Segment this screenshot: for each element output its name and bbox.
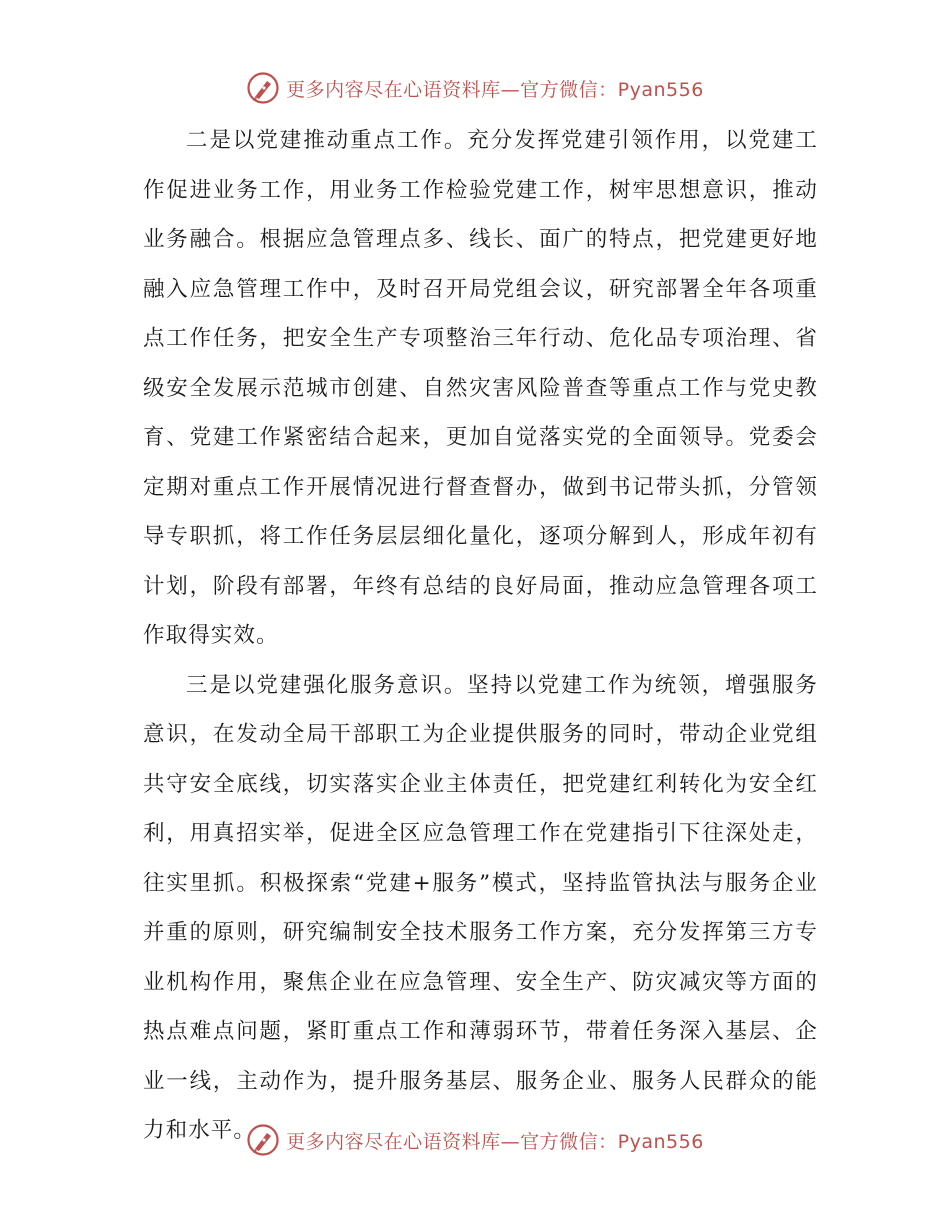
watermark-group [246, 1123, 704, 1157]
watermark-text: 更多内容尽在心语资料库—官方微信：Pyan556 [286, 78, 704, 101]
document-body [143, 116, 818, 1156]
pen-nib-logo-icon [246, 71, 280, 105]
watermark-text: 更多内容尽在心语资料库—官方微信：Pyan556 [286, 1130, 704, 1153]
paragraph-1: 二是以党建推动重点工作。充分发挥党建引领作用，以党建工作促进业务工作，用业务工作检验党建工作，树牢思想意识，推动业务融合。根据应急管理点多、线长、面广的特点，把党建更好地融入应急管理工作中，及时召开局党组会议，研究部署全年各项重点工作任务，把安全生产专项整治三年行动、危化品专项治理、省级安全发展示范城市创建、自然灾害风险普查等重点工作与党史教育、党建工作紧密结合起来，更加自觉落实党的全面领导。党委会定期对重点工作开展情况进行督查督办，做到书记带头抓，分管领导专职抓，将工作任务层层细化量化，逐项分解到人，形成年初有计划，阶段有部署，年终有总结的良好局面，推动应急管理各项工作取得实效。 [143, 128, 818, 648]
header-watermark [0, 68, 950, 108]
pen-nib-logo-icon [246, 1123, 280, 1157]
watermark-group [246, 71, 704, 105]
paragraph-2: 三是以党建强化服务意识。坚持以党建工作为统领，增强服务意识，在发动全局干部职工为企业提供服务的同时，带动企业党组共守安全底线，切实落实企业主体责任，把党建红利转化为安全红利，用真招实举，促进全区应急管理工作在党建指引下往深处走，往实里抓。积极探索“党建+服务”模式，坚持监管执法与服务企业并重的原则，研究编制安全技术服务工作方案，充分发挥第三方专业机构作用，聚焦企业在应急管理、安全生产、防灾减灾等方面的热点难点问题，紧盯重点工作和薄弱环节，带着任务深入基层、企业一线，主动作为，提升服务基层、服务企业、服务人民群众的能力和水平。 [143, 672, 818, 1143]
footer-watermark [0, 1120, 950, 1160]
